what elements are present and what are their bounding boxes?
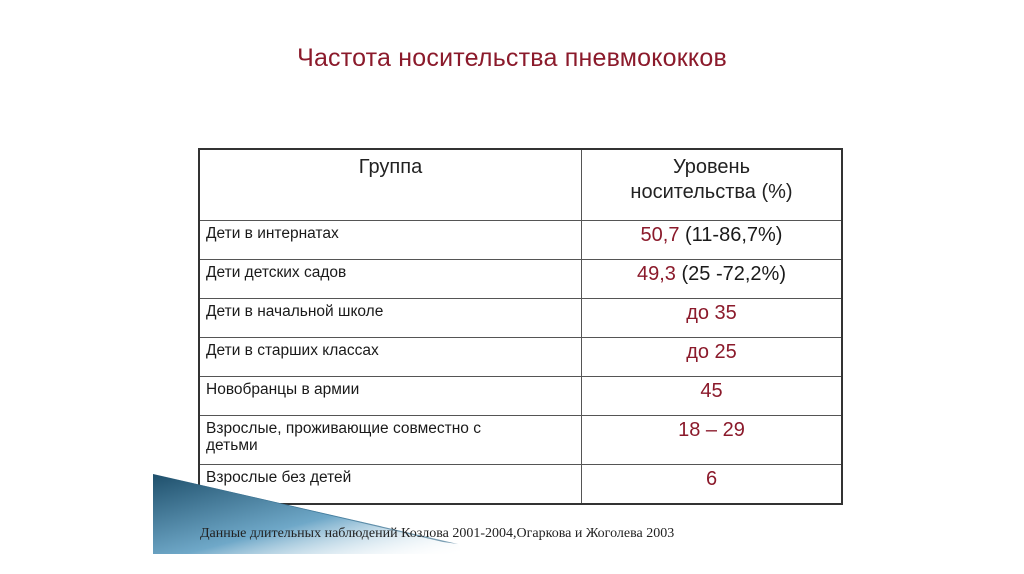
group-cell: Дети в старших классах — [199, 338, 582, 377]
value-text: 6 — [705, 468, 718, 490]
source-note: Данные длительных наблюдений Козлова 2001-2004,Огаркова и Жоголева 2003 — [200, 526, 675, 541]
carriage-table — [198, 148, 843, 505]
value-cell — [582, 377, 843, 416]
group-cell: Дети в начальной школе — [199, 299, 582, 338]
table-row — [199, 377, 842, 416]
slide-title: Частота носительства пневмококков — [297, 44, 727, 72]
value-cell — [582, 299, 843, 338]
header-group: Группа — [199, 149, 582, 221]
decorative-swoosh-shape — [153, 474, 463, 554]
value-text: 49,3 — [637, 263, 676, 285]
value-cell — [582, 260, 843, 299]
header-level — [582, 149, 843, 221]
value-text: до 35 — [686, 302, 737, 324]
table-row — [199, 299, 842, 338]
group-cell — [199, 416, 582, 465]
value-text: 18 – 29 — [678, 419, 745, 441]
value-cell — [582, 338, 843, 377]
header-level-text: Уровень носительства (%) — [630, 156, 793, 203]
group-cell: Новобранцы в армии — [199, 377, 582, 416]
table-row — [199, 416, 842, 465]
group-text: Взрослые, проживающие совместно с детьми — [206, 420, 481, 454]
range-text: (25 -72,2%) — [675, 263, 786, 285]
group-cell: Взрослые без детей — [199, 465, 582, 505]
table-row — [199, 338, 842, 377]
value-text: 50,7 — [640, 224, 680, 246]
group-cell: Дети в интернатах — [199, 221, 582, 260]
value-text: до 25 — [686, 341, 737, 363]
value-cell — [582, 465, 843, 505]
table-row — [199, 221, 842, 260]
swoosh-polygon — [153, 474, 463, 554]
value-cell — [582, 416, 843, 465]
value-text: 45 — [700, 380, 723, 402]
table-header-row — [199, 149, 842, 221]
group-cell: Дети детских садов — [199, 260, 582, 299]
range-text: (11-86,7%) — [679, 224, 783, 246]
table-row — [199, 260, 842, 299]
value-cell — [582, 221, 843, 260]
